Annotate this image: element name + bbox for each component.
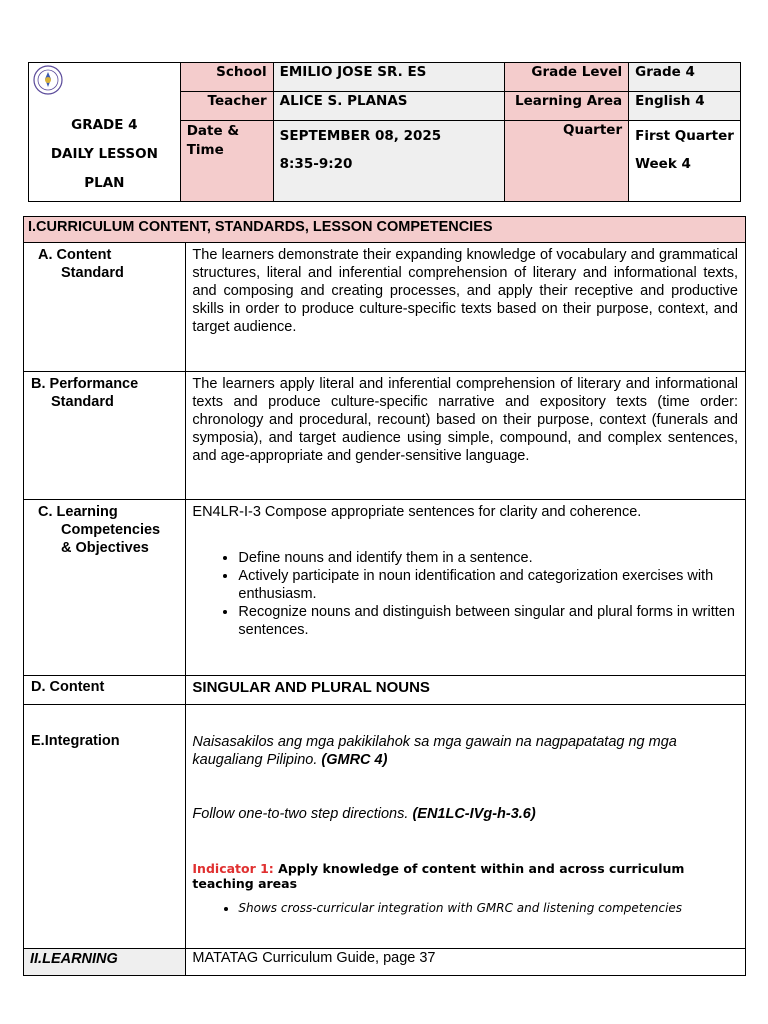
lesson-table <box>23 216 746 976</box>
learning-value: MATATAG Curriculum Guide, page 37 <box>186 949 746 976</box>
time-label: Time <box>186 142 224 158</box>
indicator-bullet: • Shows cross-curricular integration with GMRC and listening competencies <box>238 901 738 915</box>
integration-2-text: Follow one-to-two step directions. <box>192 806 409 822</box>
learning-area-value: English 4 <box>629 92 741 121</box>
date-label: Date & <box>186 123 240 139</box>
school-label: School <box>180 63 273 92</box>
content-standard-text: The learners demonstrate their expanding knowledge of vocabulary and grammatical structures, literal and inferential comprehension of literary and informational texts, and composing and creating processes, and apply their receptive and productive skills in order to produce culture-specific texts based on their purpose, context, and target audience. <box>186 243 746 372</box>
objective-item: • Recognize nouns and distinguish between singular and plural forms in written sentences. <box>238 603 738 639</box>
learning-label: II.LEARNING <box>24 949 186 976</box>
grade-level-value: Grade 4 <box>629 63 741 92</box>
indicator-list <box>192 901 738 915</box>
content-value: SINGULAR AND PLURAL NOUNS <box>186 676 746 705</box>
content-label: D. Content <box>24 676 186 705</box>
integration-2-code: (EN1LC-IVg-h-3.6) <box>412 806 536 822</box>
indicator-1 <box>192 861 738 891</box>
competencies-label <box>24 500 186 676</box>
time-value: 8:35-9:20 <box>279 156 353 172</box>
quarter-cell <box>629 121 741 202</box>
integration-label: E.Integration <box>24 705 186 949</box>
header-table <box>28 62 741 202</box>
integration-cell <box>186 705 746 949</box>
competencies-label-line2: Competencies <box>61 522 161 538</box>
content-standard-label <box>24 243 186 372</box>
competencies-label-line1: C. Learning <box>38 504 118 520</box>
indicator-text: Apply knowledge of content within and across curriculum teaching areas <box>192 861 685 891</box>
objective-item: • Define nouns and identify them in a sentence. <box>238 549 738 567</box>
week-value: Week 4 <box>635 156 691 172</box>
performance-standard-label <box>24 372 186 500</box>
title-line-3: PLAN <box>84 175 125 191</box>
objectives-list <box>192 549 738 639</box>
date-time-label <box>180 121 273 202</box>
competency-code: EN4LR-I-3 Compose appropriate sentences for clarity and coherence. <box>192 504 642 520</box>
title-cell <box>29 63 181 202</box>
content-standard-label-line1: A. Content <box>38 247 112 263</box>
objective-item: • Actively participate in noun identification and categorization exercises with enthusiasm. <box>238 567 738 603</box>
grade-level-label: Grade Level <box>505 63 629 92</box>
integration-1-text: Naisasakilos ang mga pakikilahok sa mga gawain na nagpapatatag ng mga kaugaliang Pilipino. <box>192 734 677 768</box>
title-line-1: GRADE 4 <box>71 117 138 133</box>
quarter-label: Quarter <box>505 121 629 202</box>
date-time-value <box>273 121 505 202</box>
quarter-value: First Quarter <box>635 128 734 144</box>
competencies-label-line3: & Objectives <box>61 540 149 556</box>
teacher-label: Teacher <box>180 92 273 121</box>
performance-standard-text: The learners apply literal and inferential comprehension of literary and informational texts and produce culture-specific narrative and expository texts (time order: chronology and procedural, recount) based on their purpose, context (funerals and symposia), and target audience using simple, compound, and complex sentences, and age-appropriate and gender-sensitive language. <box>186 372 746 500</box>
performance-standard-label-line1: B. Performance <box>31 376 139 392</box>
integration-1 <box>192 733 738 769</box>
performance-standard-label-line2: Standard <box>51 394 114 410</box>
deped-seal-icon <box>33 65 63 95</box>
date-value: SEPTEMBER 08, 2025 <box>279 128 442 144</box>
school-value: EMILIO JOSE SR. ES <box>273 63 505 92</box>
teacher-value: ALICE S. PLANAS <box>273 92 505 121</box>
content-standard-label-line2: Standard <box>61 265 124 281</box>
title-line-2: DAILY LESSON <box>50 146 158 162</box>
learning-area-label: Learning Area <box>505 92 629 121</box>
indicator-label: Indicator 1: <box>192 861 274 876</box>
competencies-cell <box>186 500 746 676</box>
integration-1-code: (GMRC 4) <box>321 752 388 768</box>
integration-2 <box>192 805 738 823</box>
section1-heading: I.CURRICULUM CONTENT, STANDARDS, LESSON COMPETENCIES <box>24 217 746 243</box>
